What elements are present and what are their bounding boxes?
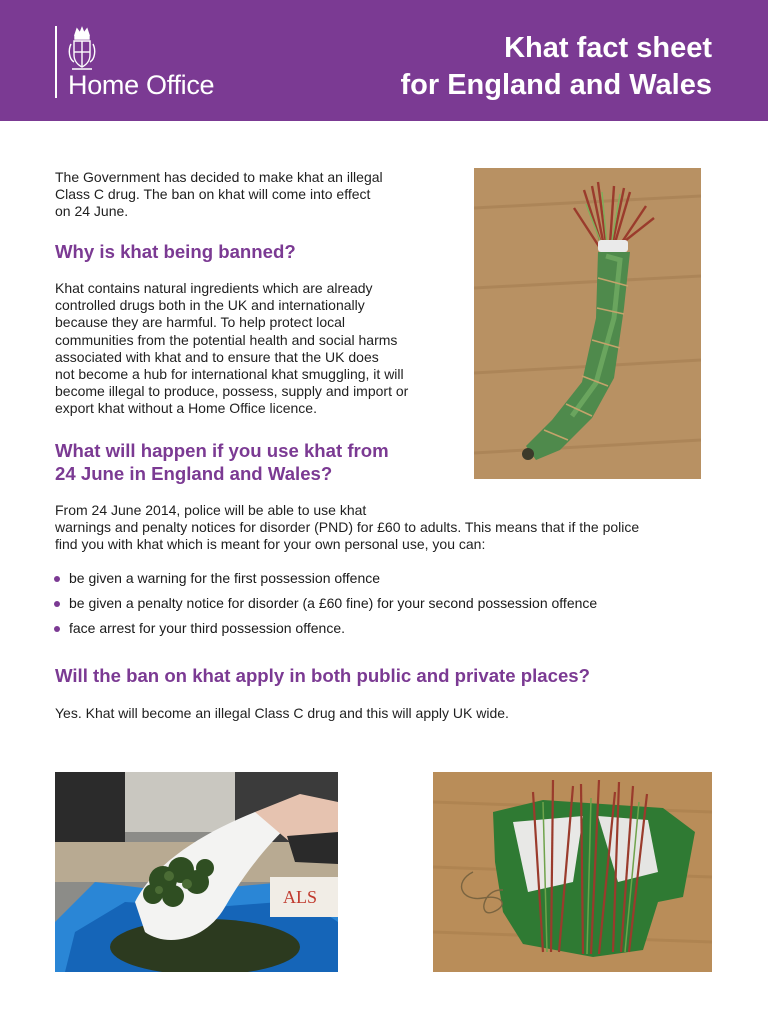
list-item xyxy=(54,595,597,620)
paragraph-line: Khat contains natural ingredients which are already xyxy=(55,280,373,296)
bullet-icon xyxy=(54,601,60,607)
what-will-happen-paragraph xyxy=(55,502,639,554)
intro-line: The Government has decided to make khat an illegal xyxy=(55,169,383,185)
khat-stems-photo xyxy=(433,772,712,972)
royal-crest-icon xyxy=(66,26,98,72)
bag-label: ALS xyxy=(283,887,318,907)
intro-paragraph xyxy=(55,169,383,221)
paragraph-line: warnings and penalty notices for disorder (PND) for £60 to adults. This means that if the police xyxy=(55,519,640,536)
list-item xyxy=(54,570,597,595)
list-item xyxy=(54,620,597,645)
public-private-answer: Yes. Khat will become an illegal Class C drug and this will apply UK wide. xyxy=(55,705,509,721)
heading-line: What will happen if you use khat from xyxy=(55,440,389,461)
list-item-text: face arrest for your third possession offence. xyxy=(69,620,345,636)
page-title-line-1: Khat fact sheet xyxy=(504,32,712,64)
paragraph-line: controlled drugs both in the UK and internationally xyxy=(55,297,365,314)
list-item-text: be given a penalty notice for disorder (a £60 fine) for your second possession offence xyxy=(69,595,598,611)
brand-divider xyxy=(55,26,57,98)
paragraph-line: From 24 June 2014, police will be able to use khat xyxy=(55,502,367,518)
intro-line: Class C drug. The ban on khat will come into effect xyxy=(55,186,371,203)
paragraph-line: export khat without a Home Office licence. xyxy=(55,400,317,417)
section-heading-public-private: Will the ban on khat apply in both public and private places? xyxy=(55,665,590,686)
heading-line: 24 June in England and Wales? xyxy=(55,463,333,484)
paragraph-line: become illegal to produce, possess, supply and import or xyxy=(55,383,409,400)
bullet-icon xyxy=(54,576,60,582)
khat-bundle-photo xyxy=(474,168,701,479)
paragraph-line: find you with khat which is meant for your own personal use, you can: xyxy=(55,536,486,553)
intro-line: on 24 June. xyxy=(55,203,129,220)
list-item-text: be given a warning for the first possession offence xyxy=(69,570,381,586)
paragraph-line: associated with khat and to ensure that the UK does xyxy=(55,348,379,365)
paragraph-line: communities from the potential health and social harms xyxy=(55,331,398,348)
page-title xyxy=(400,30,712,104)
paragraph-line: because they are harmful. To help protect local xyxy=(55,314,346,331)
page-title-line-2: for England and Wales xyxy=(400,69,712,101)
why-banned-paragraph xyxy=(55,280,408,418)
penalty-list xyxy=(54,570,597,645)
section-heading-why-banned: Why is khat being banned? xyxy=(55,241,296,262)
bullet-icon xyxy=(54,626,60,632)
section-heading-what-will-happen xyxy=(55,439,389,485)
header-banner xyxy=(0,0,768,121)
brand-name: Home Office xyxy=(68,70,215,100)
paragraph-line: not become a hub for international khat smuggling, it will xyxy=(55,366,404,383)
seized-khat-photo xyxy=(55,772,338,972)
